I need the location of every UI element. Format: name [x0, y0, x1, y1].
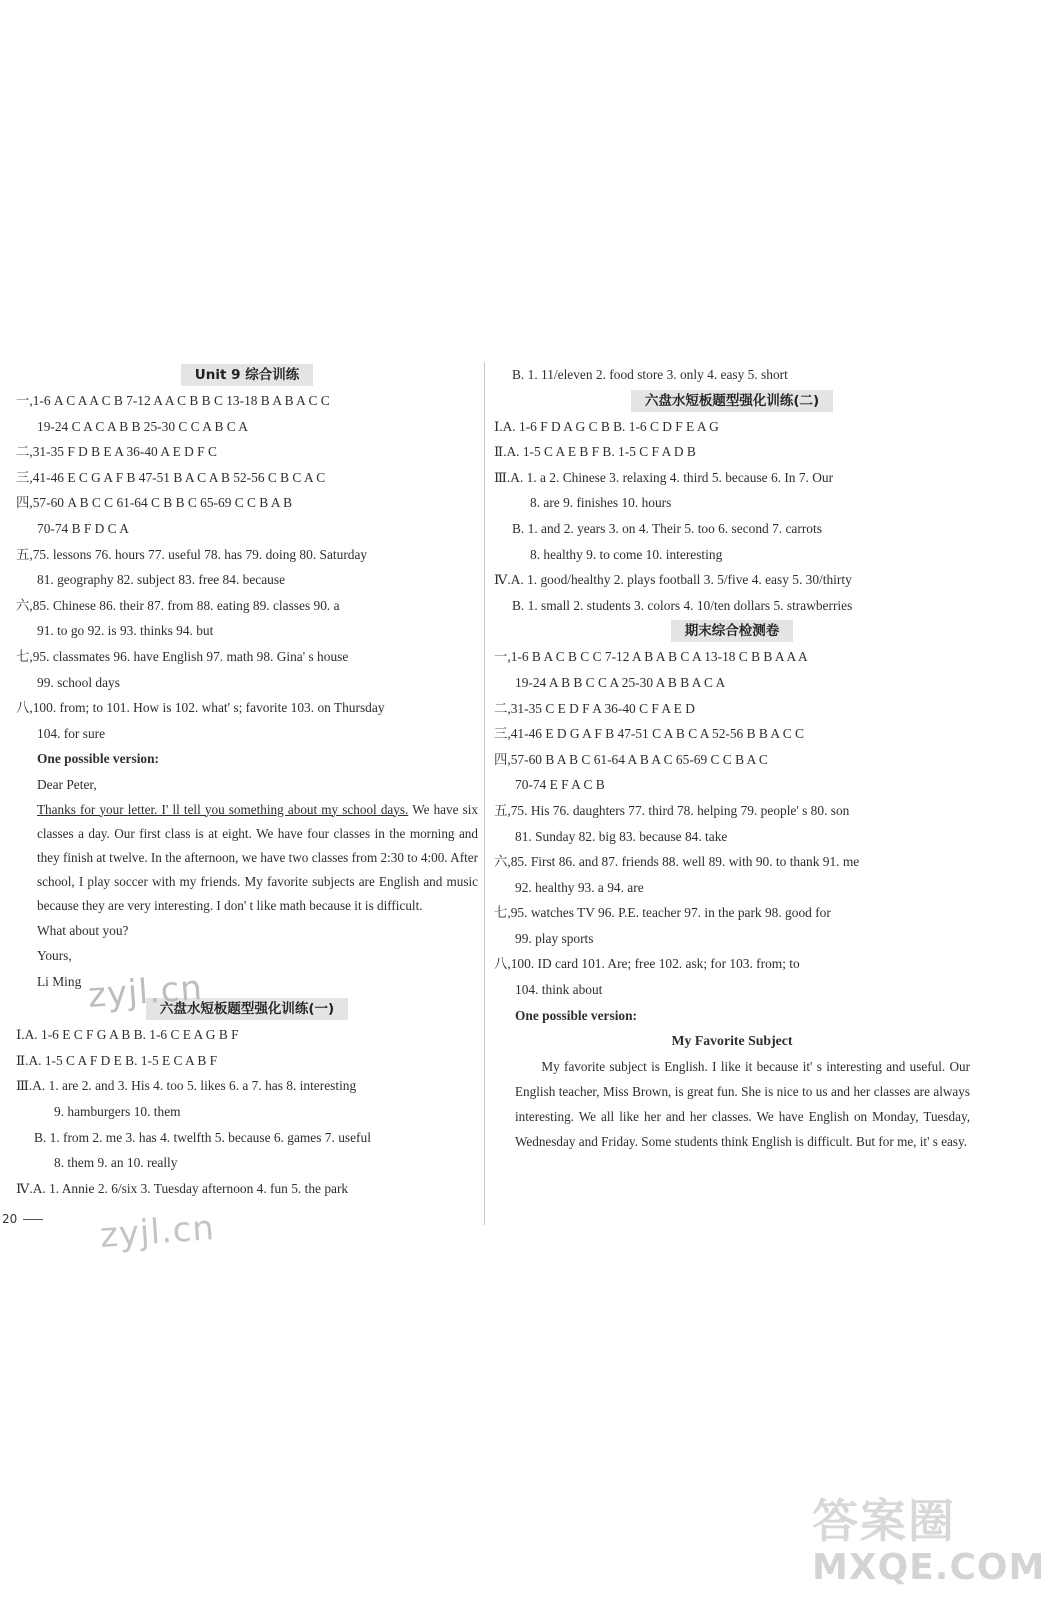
- answer-line: 70-74 B F D C A: [37, 520, 129, 536]
- answer-line: 三,41-46 E C G A F B 47-51 B A C A B 52-56 C B C A C: [16, 469, 326, 485]
- unit9-section-title: Unit 9 综合训练: [16, 362, 478, 388]
- answer-line: 104. for sure: [37, 725, 106, 741]
- letter-body: [37, 798, 478, 918]
- watermark-logo: [812, 1485, 1045, 1593]
- answer-line: 一,1-6 A C A A C B 7-12 A A C B B C 13-18 B A B A C C: [16, 393, 330, 408]
- answer-line: Ⅲ.A. 1. are 2. and 3. His 4. too 5. likes 6. a 7. has 8. interesting: [16, 1078, 357, 1094]
- answer-line: 104. think about: [515, 982, 603, 998]
- watermark-logo-cn: 答案圈: [812, 1494, 956, 1548]
- answer-line: 七,95. watches TV 96. P.E. teacher 97. in the park 98. good for: [494, 905, 831, 921]
- answer-line: 五,75. His 76. daughters 77. third 78. helping 79. people' s 80. son: [494, 802, 850, 818]
- answer-line: 8. them 9. an 10. really: [54, 1155, 178, 1171]
- letter: [16, 772, 478, 994]
- answer-line: Ⅳ.A. 1. good/healthy 2. plays football 3. 5/five 4. easy 5. 30/thirty: [494, 572, 852, 588]
- answer-line: Ⅳ.A. 1. Annie 2. 6/six 3. Tuesday afternoon 4. fun 5. the park: [16, 1180, 349, 1196]
- column-divider: [484, 362, 485, 1225]
- drill2-section-title: 六盘水短板题型强化训练(二): [494, 388, 970, 414]
- answer-line: 81. geography 82. subject 83. free 84. because: [37, 572, 286, 588]
- answer-line: 91. to go 92. is 93. thinks 94. but: [37, 623, 214, 639]
- answer-line: 五,75. lessons 76. hours 77. useful 78. has 79. doing 80. Saturday: [16, 546, 368, 562]
- letter-rest: We have six classes a day. Our first class is at eight. We have four classes in the morning and they finish at twelve. In the afternoon, we have two classes from 2:30 to 4:00. After school, I play soccer with my friends. My favorite subjects are English and music because they are very interesting. I don' t like math because it is difficult.: [37, 801, 478, 913]
- answer-line: Ⅰ.A. 1-6 E C F G A B B. 1-6 C E A G B F: [16, 1027, 239, 1043]
- answer-line: B. 1. 11/eleven 2. food store 3. only 4. easy 5. short: [512, 367, 788, 382]
- letter-question: What about you?: [37, 922, 129, 938]
- answer-line: 四,57-60 B A B C 61-64 A B A C 65-69 C C B A C: [494, 751, 768, 767]
- answer-line: 八,100. ID card 101. Are; free 102. ask; for 103. from; to: [494, 956, 800, 972]
- possible-version-label: One possible version:: [37, 751, 160, 767]
- answer-line: 8. are 9. finishes 10. hours: [530, 495, 672, 511]
- answer-line: Ⅰ.A. 1-6 F D A G C B B. 1-6 C D F E A G: [494, 418, 719, 434]
- answer-line: Ⅱ.A. 1-5 C A F D E B. 1-5 E C A B F: [16, 1052, 218, 1068]
- watermark-text: zyjl.cn: [86, 968, 205, 1016]
- letter-closing: Yours,: [37, 948, 72, 964]
- page-number: 20: [2, 1212, 43, 1226]
- answer-line: 92. healthy 93. a 94. are: [515, 879, 644, 895]
- answer-line: Ⅲ.A. 1. a 2. Chinese 3. relaxing 4. third 5. because 6. In 7. Our: [494, 469, 834, 485]
- drill1-section-title: 六盘水短板题型强化训练(一): [16, 996, 478, 1022]
- answer-line: 19-24 C A C A B B 25-30 C C A B C A: [37, 418, 248, 434]
- letter-first-sentence: Thanks for your letter. I' ll tell you something about my school days.: [37, 801, 409, 817]
- answer-line: 9. hamburgers 10. them: [54, 1104, 181, 1120]
- answer-line: 二,31-35 F D B E A 36-40 A E D F C: [16, 444, 217, 460]
- answer-line: 六,85. Chinese 86. their 87. from 88. eating 89. classes 90. a: [16, 597, 340, 613]
- essay-title: My Favorite Subject: [671, 1033, 793, 1049]
- answer-line: Ⅱ.A. 1-5 C A E B F B. 1-5 C F A D B: [494, 444, 696, 460]
- answer-line: 三,41-46 E D G A F B 47-51 C A B C A 52-56 B B A C C: [494, 726, 804, 742]
- letter-greeting: Dear Peter,: [37, 776, 97, 792]
- answer-line: 99. play sports: [515, 930, 594, 946]
- answer-line: B. 1. from 2. me 3. has 4. twelfth 5. because 6. games 7. useful: [34, 1129, 371, 1145]
- answer-line: 19-24 A B B C C A 25-30 A B B A C A: [515, 674, 726, 690]
- answer-line: 四,57-60 A B C C 61-64 C B B C 65-69 C C B A B: [16, 495, 293, 511]
- answer-line: 六,85. First 86. and 87. friends 88. well 89. with 90. to thank 91. me: [494, 854, 860, 870]
- answer-line: 99. school days: [37, 674, 120, 690]
- answer-line: 二,31-35 C E D F A 36-40 C F A E D: [494, 700, 695, 716]
- answer-line: 8. healthy 9. to come 10. interesting: [530, 546, 723, 562]
- essay-body: My favorite subject is English. I like it because it' s interesting and useful. Our English teacher, Miss Brown, is great fun. She is nice to us and her classes are always interesting. We all like her and her classes. We have English on Monday, Tuesday, Wednesday and Friday. Some students think English is difficult. But for me, it' s easy.: [515, 1058, 970, 1149]
- answer-line: B. 1. small 2. students 3. colors 4. 10/ten dollars 5. strawberries: [512, 597, 853, 613]
- answer-line: 八,100. from; to 101. How is 102. what' s; favorite 103. on Thursday: [16, 700, 385, 716]
- watermark-logo-en: MXQE.COM: [812, 1547, 1045, 1588]
- answer-line: B. 1. and 2. years 3. on 4. Their 5. too 6. second 7. carrots: [512, 520, 822, 536]
- watermark-text: zyjl.cn: [98, 1208, 217, 1256]
- answer-line: 81. Sunday 82. big 83. because 84. take: [515, 828, 728, 844]
- answer-line: 70-74 E F A C B: [515, 777, 605, 793]
- answer-line: 一,1-6 B A C B C C 7-12 A B A B C A 13-18 C B B A A A: [494, 649, 808, 665]
- answer-line: 七,95. classmates 96. have English 97. math 98. Gina' s house: [16, 648, 349, 664]
- letter-signature: Li Ming: [37, 973, 82, 989]
- possible-version-label: One possible version:: [515, 1007, 638, 1023]
- left-column: [16, 362, 478, 1201]
- final-exam-section-title: 期末综合检测卷: [494, 618, 970, 644]
- right-column: [494, 362, 970, 1154]
